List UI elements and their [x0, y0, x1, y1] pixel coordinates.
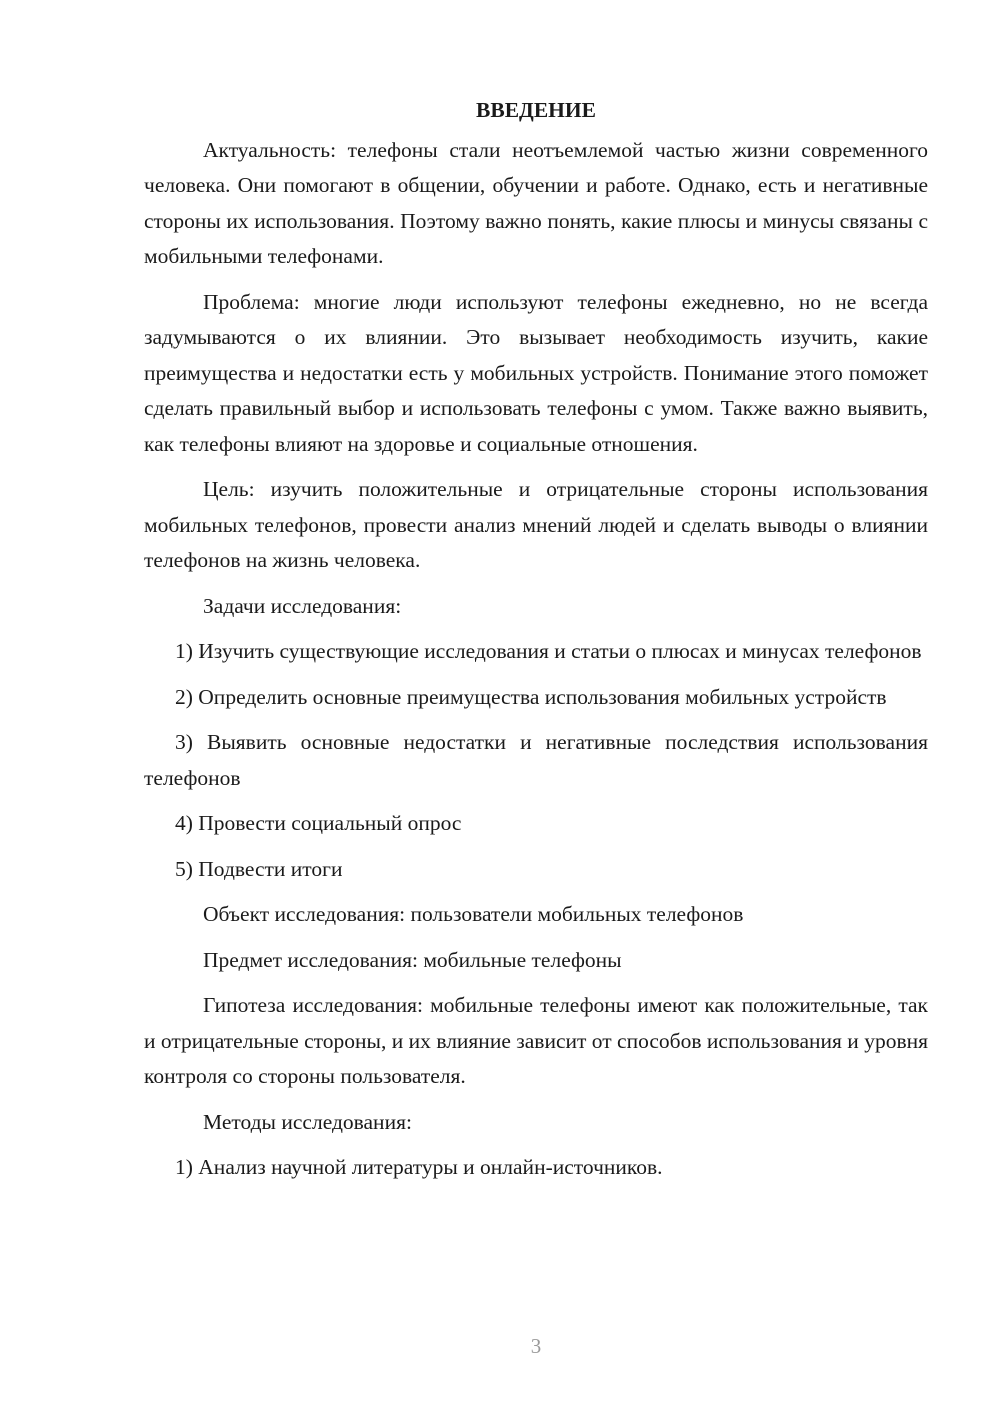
task-item: 3) Выявить основные недостатки и негативные последствия использования телефонов — [144, 730, 928, 790]
page-number: 3 — [530, 1334, 542, 1358]
task-item: 2) Определить основные преимущества использования мобильных устройств — [175, 684, 887, 709]
hypothesis-paragraph: Гипотеза исследования: мобильные телефоны имеют как положительные, так и отрицательные стороны, и их влияние зависит от способов использования и уровня контроля со стороны пользователя. — [144, 993, 928, 1088]
method-item: 1) Анализ научной литературы и онлайн-источников. — [175, 1155, 663, 1179]
task-item: 5) Подвести итоги — [175, 856, 343, 881]
goal-paragraph: Цель: изучить положительные и отрицательные стороны использования мобильных телефонов, провести анализ мнений людей и сделать выводы о влиянии телефонов на жизнь человека. — [144, 477, 928, 572]
document-body — [144, 93, 928, 1196]
task-item: 1) Изучить существующие исследования и статьи о плюсах и минусах телефонов — [175, 639, 922, 663]
task-item: 4) Провести социальный опрос — [175, 811, 462, 835]
tasks-title: Задачи исследования: — [203, 593, 402, 618]
object-line: Объект исследования: пользователи мобильных телефонов — [203, 902, 744, 926]
relevance-paragraph: Актуальность: телефоны стали неотъемлемой частью жизни современного человека. Они помогают в общении, обучении и работе. Однако, есть и негативные стороны их использования. Поэтому важно понять, какие плюсы и минусы связаны с мобильными телефонами. — [144, 137, 928, 268]
subject-line: Предмет исследования: мобильные телефоны — [203, 947, 622, 972]
methods-title: Методы исследования: — [203, 1109, 412, 1134]
section-heading: ВВЕДЕНИЕ — [476, 98, 596, 122]
problem-paragraph: Проблема: многие люди используют телефоны ежедневно, но не всегда задумываются о их влиянии. Это вызывает необходимость изучить, какие преимущества и недостатки есть у мобильных устройств. Понимание этого поможет сделать правильный выбор и использовать телефоны с умом. Также важно выявить, как телефоны влияют на здоровье и социальные отношения. — [144, 289, 928, 456]
